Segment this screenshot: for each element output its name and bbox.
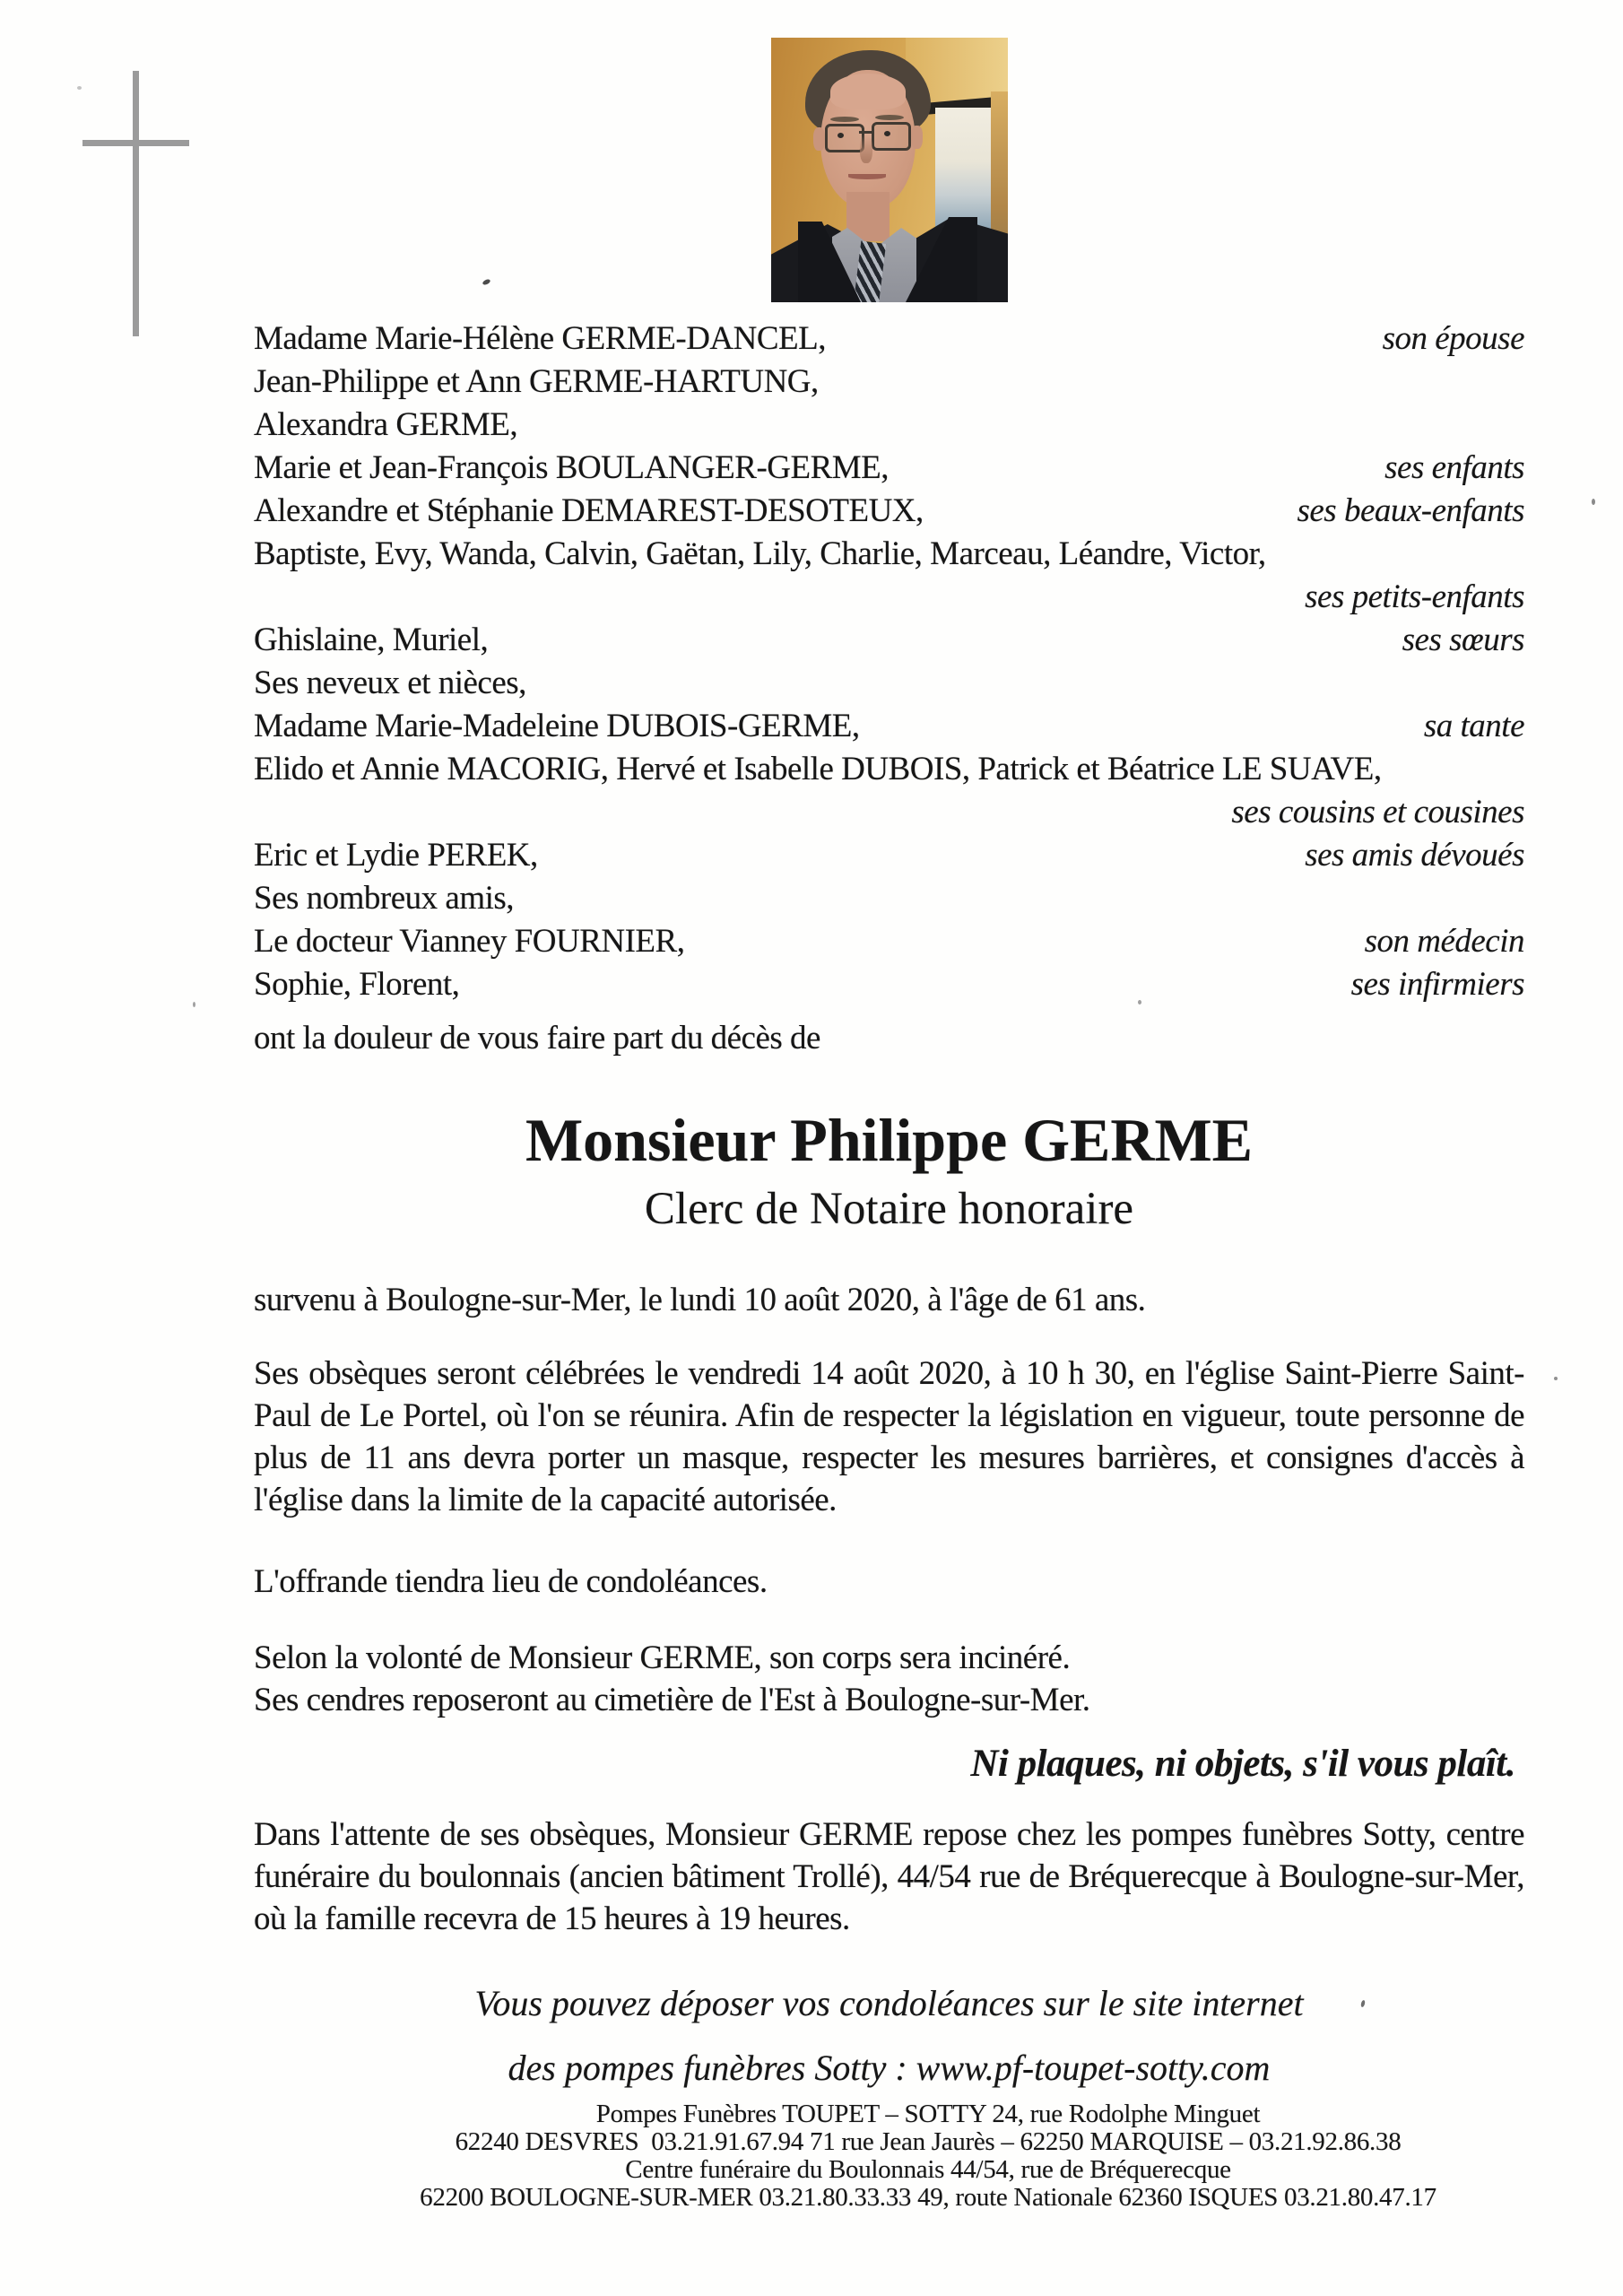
relation-label: ses cousins et cousines [1231,794,1524,831]
family-names: Eric et Lydie PEREK, [254,837,538,874]
family-names: Le docteur Vianney FOURNIER, [254,923,685,960]
relation-label: ses petits-enfants [1305,578,1524,615]
cross-horizontal-bar [82,140,189,146]
family-row [254,705,1524,748]
portrait-glasses-bridge [859,131,872,134]
death-line: survenu à Boulogne-sur-Mer, le lundi 10 août 2020, à l'âge de 61 ans. [254,1282,1146,1318]
condolences-line-1: Vous pouvez déposer vos condoléances sur le site internet [474,1983,1304,2023]
family-names: Elido et Annie MACORIG, Hervé et Isabelle DUBOIS, Patrick et Béatrice LE SUAVE, [254,751,1382,787]
cremation-line-2: Ses cendres reposeront au cimetière de l'Est à Boulogne-sur-Mer. [254,1682,1090,1718]
offering-line: L'offrande tiendra lieu de condoléances. [254,1563,768,1600]
condolences-line-2: des pompes funèbres Sotty : www.pf-toupet-sotty.com [508,2048,1271,2088]
relation-label: ses sœurs [1402,622,1524,658]
cremation-line-1: Selon la volonté de Monsieur GERME, son corps sera incinéré. [254,1639,1071,1676]
family-row [254,662,1524,705]
relation-label: son médecin [1364,923,1524,960]
family-row [254,963,1524,1006]
announcement-intro: ont la douleur de vous faire part du décès de [254,1020,820,1057]
family-names: Marie et Jean-François BOULANGER-GERME, [254,449,890,486]
cross-vertical-bar [133,71,139,336]
scan-speck [77,86,82,90]
portrait-photo [771,38,1008,302]
portrait-eye-left [838,133,844,138]
funeral-home-footer [296,2100,1560,2212]
portrait-nose [860,135,872,163]
scan-speck [1138,1000,1141,1004]
family-row [254,533,1524,576]
family-row [254,490,1524,533]
relation-label: ses beaux-enfants [1297,492,1524,529]
family-row [254,317,1524,361]
scan-speck [482,278,490,285]
scan-speck [1592,499,1595,505]
relation-label: ses infirmiers [1350,966,1524,1003]
relation-label: ses amis dévoués [1305,837,1524,874]
funeral-paragraph: Ses obsèques seront célébrées le vendredi 14 août 2020, à 10 h 30, en l'église Saint-Pierre Saint-Paul de Le Portel, où l'on se réunira. Afin de respecter la législation en vigueur, toute personne de plus de 11 ans devra porter un masque, respecter les mesures barrières, et consignes d'accès à l'église dans la limite de la capacité autorisée. [254,1355,1532,1518]
family-names: Ses nombreux amis, [254,880,515,917]
scan-speck [1554,1377,1558,1380]
family-names: Alexandra GERME, [254,406,518,443]
family-list [254,317,1524,1006]
family-row [254,920,1524,963]
family-row [254,619,1524,662]
family-row [254,834,1524,877]
portrait-glasses-left-lens [825,124,864,152]
deceased-name: Monsieur Philippe GERME [525,1106,1254,1174]
family-names: Ses neveux et nièces, [254,665,526,701]
family-row [254,748,1524,791]
portrait-mouth [848,174,886,179]
family-row [254,361,1524,404]
family-names: Madame Marie-Madeleine DUBOIS-GERME, [254,708,860,744]
family-row [254,877,1524,920]
family-names: Alexandre et Stéphanie DEMAREST-DESOTEUX, [254,492,924,529]
portrait-forehead [830,74,906,109]
portrait-glasses-right-lens [872,122,911,151]
portrait-eye-right [884,131,890,136]
family-names: Jean-Philippe et Ann GERME-HARTUNG, [254,363,819,400]
family-names: Ghislaine, Muriel, [254,622,489,658]
family-names: Baptiste, Evy, Wanda, Calvin, Gaëtan, Lily, Charlie, Marceau, Léandre, Victor, [254,535,1266,572]
repose-paragraph: Dans l'attente de ses obsèques, Monsieur GERME repose chez les pompes funèbres Sotty, centre funéraire du boulonnais (ancien bâtiment Trollé), 44/54 rue de Bréquerecque à Boulogne-sur-Mer, où la famille recevra de 15 heures à 19 heures. [254,1816,1532,1937]
portrait-eyebrow-left [830,117,859,122]
deceased-title: Clerc de Notaire honoraire [644,1184,1134,1234]
no-plaques-line: Ni plaques, ni objets, s'il vous plaît. [970,1743,1515,1785]
footer-line: 62240 DESVRES 03.21.91.67.94 71 rue Jean Jaurès – 62250 MARQUISE – 03.21.92.86.38 [455,2127,1402,2156]
portrait-eyebrow-right [875,115,904,120]
relation-label: son épouse [1382,320,1524,357]
portrait-ear-right [911,126,923,149]
family-row [254,576,1524,619]
footer-line: Pompes Funèbres TOUPET – SOTTY 24, rue Rodolphe Minguet [595,2100,1261,2128]
family-row [254,404,1524,447]
footer-line: Centre funéraire du Boulonnais 44/54, rue de Bréquerecque [625,2155,1231,2184]
scan-speck [193,1002,195,1007]
portrait-ear-left [813,127,825,151]
footer-line: 62200 BOULOGNE-SUR-MER 03.21.80.33.33 49, route Nationale 62360 ISQUES 03.21.80.47.17 [420,2183,1436,2212]
family-names: Madame Marie-Hélène GERME-DANCEL, [254,320,826,357]
family-names: Sophie, Florent, [254,966,460,1003]
family-row [254,791,1524,834]
relation-label: sa tante [1423,708,1524,744]
relation-label: ses enfants [1384,449,1524,486]
family-row [254,447,1524,490]
